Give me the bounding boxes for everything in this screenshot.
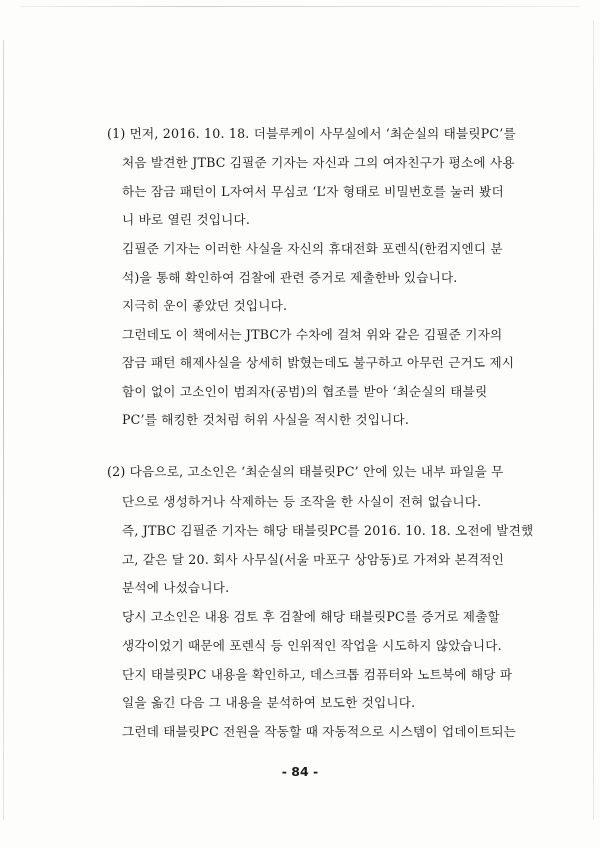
text-line: (1) 먼저, 2016. 10. 18. 더블루케이 사무실에서 ‘최순실의 태블릿PC’를 <box>107 126 516 141</box>
text-line: 그런데도 이 책에서는 JTBC가 수차에 걸쳐 위와 같은 김필준 기자의 <box>122 327 503 342</box>
text-line: 석)을 통해 확인하여 검찰에 관련 증거로 제출한바 있습니다. <box>122 270 458 285</box>
text-line: 잠금 패턴 해제사실을 상세히 밝혔는데도 불구하고 아무런 근거도 제시 <box>122 355 515 370</box>
text-line: 니 바로 열린 것입니다. <box>122 212 251 227</box>
text-line: 즉, JTBC 김필준 기자는 해당 태블릿PC를 2016. 10. 18. 오전에 발견했 <box>122 523 534 538</box>
text-line: (2) 다음으로, 고소인은 ‘최순실의 태블릿PC’ 안에 있는 내부 파일을 무 <box>107 464 504 479</box>
text-line: 생각이었기 때문에 포렌식 등 인위적인 작업을 시도하지 않았습니다. <box>122 638 502 653</box>
text-line: 당시 고소인은 내용 검토 후 검찰에 해당 태블릿PC를 증거로 제출할 <box>122 609 500 624</box>
page-number: - 84 - <box>281 764 319 779</box>
text-line: 고, 같은 달 20. 회사 사무실(서울 마포구 상암동)로 가져와 본격적인 <box>122 552 505 567</box>
text-line: 하는 잠금 패턴이 L자여서 무심코 ‘L’자 형태로 비밀번호를 눌러 봤더 <box>122 184 504 199</box>
scan-edge-right <box>593 20 594 820</box>
text-line: 그런데 태블릿PC 전원을 작동할 때 자동적으로 시스템이 업데이트되는 <box>122 724 517 739</box>
text-line: 일을 옮긴 다음 그 내용을 분석하여 보도한 것입니다. <box>122 695 416 710</box>
scan-edge-left <box>3 40 4 820</box>
text-line: PC’를 해킹한 것처럼 허위 사실을 적시한 것입니다. <box>122 412 410 427</box>
text-line: 단으로 생성하거나 삭제하는 등 조작을 한 사실이 전혀 없습니다. <box>122 494 482 509</box>
text-line: 김필준 기자는 이러한 사실을 자신의 휴대전화 포렌식(한컴지엔디 분 <box>122 241 503 256</box>
text-line: 단지 태블릿PC 내용을 확인하고, 데스크톱 컴퓨터와 노트북에 해당 파 <box>122 667 513 682</box>
scan-edge-top <box>20 6 580 7</box>
text-line: 처음 발견한 JTBC 김필준 기자는 자신과 그의 여자친구가 평소에 사용 <box>122 155 515 170</box>
text-line: 함이 없이 고소인이 범죄자(공범)의 협조를 받아 ‘최순실의 태블릿 <box>122 384 488 399</box>
text-line: 지극히 운이 좋았던 것입니다. <box>122 298 288 313</box>
text-line: 분석에 나섰습니다. <box>122 580 230 595</box>
